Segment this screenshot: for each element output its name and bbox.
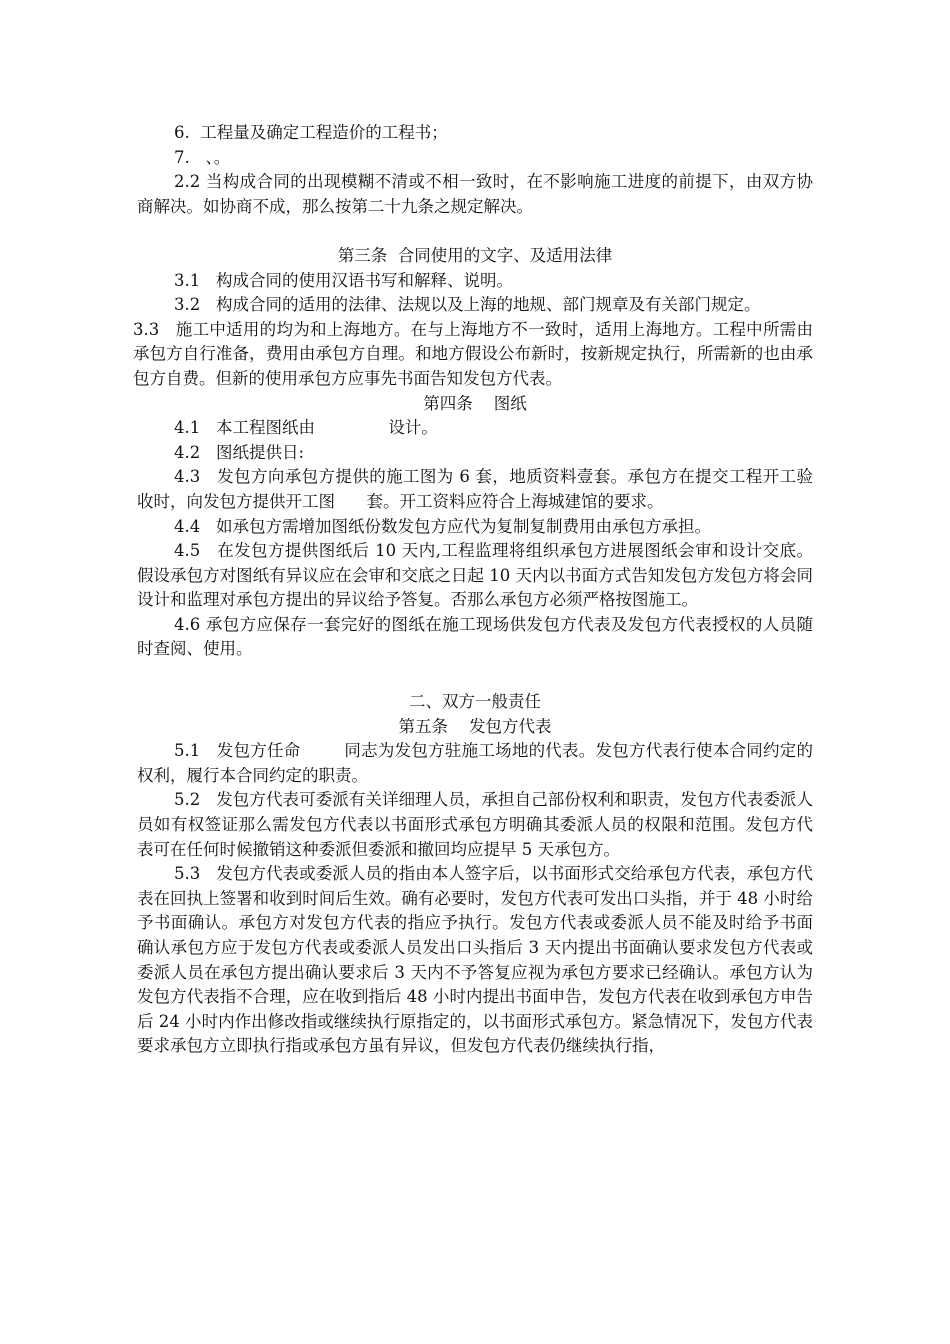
clause-paragraph: 3.2 构成合同的适用的法律、法规以及上海的地规、部门规章及有关部门规定。 bbox=[174, 295, 761, 315]
clause-paragraph: 7. 、。 bbox=[174, 147, 231, 167]
clause-paragraph: 5.1 发包方任命 同志为发包方驻施工场地的代表。发包方代表行使本合同约定的权利，履行本合同约定的职责。 bbox=[137, 741, 813, 785]
clause-paragraph: 3.1 构成合同的使用汉语书写和解释、说明。 bbox=[174, 270, 513, 290]
document-body bbox=[133, 121, 813, 1059]
section-heading: 二、双方一般责任 bbox=[409, 692, 541, 712]
clause-paragraph: 4.3 发包方向承包方提供的施工图为 6 套，地质资料壹套。承包方在提交工程开工验收时，向发包方提供开工图 套。开工资料应符合上海城建馆的要求。 bbox=[137, 467, 813, 511]
section-heading: 第四条 图纸 bbox=[423, 393, 527, 413]
clause-paragraph: 4.1 本工程图纸由 设计。 bbox=[174, 418, 438, 438]
clause-paragraph: 5.2 发包方代表可委派有关详细理人员，承担自己部份权利和职责，发包方代表委派人员如有权签证那么需发包方代表以书面形式承包方明确其委派人员的权限和范围。发包方代表可在任何时候撤销这种委派但委派和撤回均应提早 5 天承包方。 bbox=[137, 790, 813, 859]
clause-paragraph: 3.3 施工中适用的均为和上海地方。在与上海地方不一致时，适用上海地方。工程中所需由承包方自行准备，费用由承包方自理。和地方假设公布新时，按新规定执行，所需新的也由承包方自费。但新的使用承包方应事先书面告知发包方代表。 bbox=[133, 319, 813, 388]
blank-line bbox=[137, 219, 813, 244]
section-heading: 第五条 发包方代表 bbox=[398, 716, 552, 736]
clause-paragraph: 5.3 发包方代表或委派人员的指由本人签字后，以书面形式交给承包方代表，承包方代表在回执上签署和收到时间后生效。确有必要时，发包方代表可发出口头指，并于 48 小时给予书面确认。承包方对发包方代表的指应予执行。发包方代表或委派人员不能及时给予书面确认承包方应于发包方代表或委派人员发出口头指后 3 天内提出书面确认要求发包方代表或委派人员在承包方提出确认要求后 3 天内不予答复应视为承包方要求已经确认。承包方认为发包方代表指不合理，应在收到指后 48 小时内提出书面申告，发包方代表在收到承包方申告后 24 小时内作出修改指或继续执行原指定的，以书面形式承包方。紧急情况下，发包方代表要求承包方立即执行指或承包方虽有异议，但发包方代表仍继续执行指， bbox=[137, 864, 813, 1056]
clause-paragraph: 4.6 承包方应保存一套完好的图纸在施工现场供发包方代表及发包方代表授权的人员随时查阅、使用。 bbox=[137, 614, 813, 659]
clause-paragraph: 6. 工程量及确定工程造价的工程书； bbox=[174, 123, 448, 142]
section-heading: 第三条 合同使用的文字、及适用法律 bbox=[337, 245, 613, 265]
clause-paragraph: 2.2 当构成合同的出现模糊不清或不相一致时，在不影响施工进度的前提下，由双方协商解决。如协商不成，那么按第二十九条之规定解决。 bbox=[137, 172, 813, 216]
clause-paragraph: 4.4 如承包方需增加图纸份数发包方应代为复制复制费用由承包方承担。 bbox=[174, 516, 711, 536]
clause-paragraph: 4.5 在发包方提供图纸后 10 天内,工程监理将组织承包方进展图纸会审和设计交底。假设承包方对图纸有异议应在会审和交底之日起 10 天内以书面方式告知发包方发包方将会同设计和监理对承包方提出的异议给予答复。否那么承包方必须严格按图施工。 bbox=[137, 541, 813, 610]
clause-paragraph: 4.2 图纸提供日: bbox=[174, 442, 305, 462]
blank-line bbox=[137, 662, 813, 690]
